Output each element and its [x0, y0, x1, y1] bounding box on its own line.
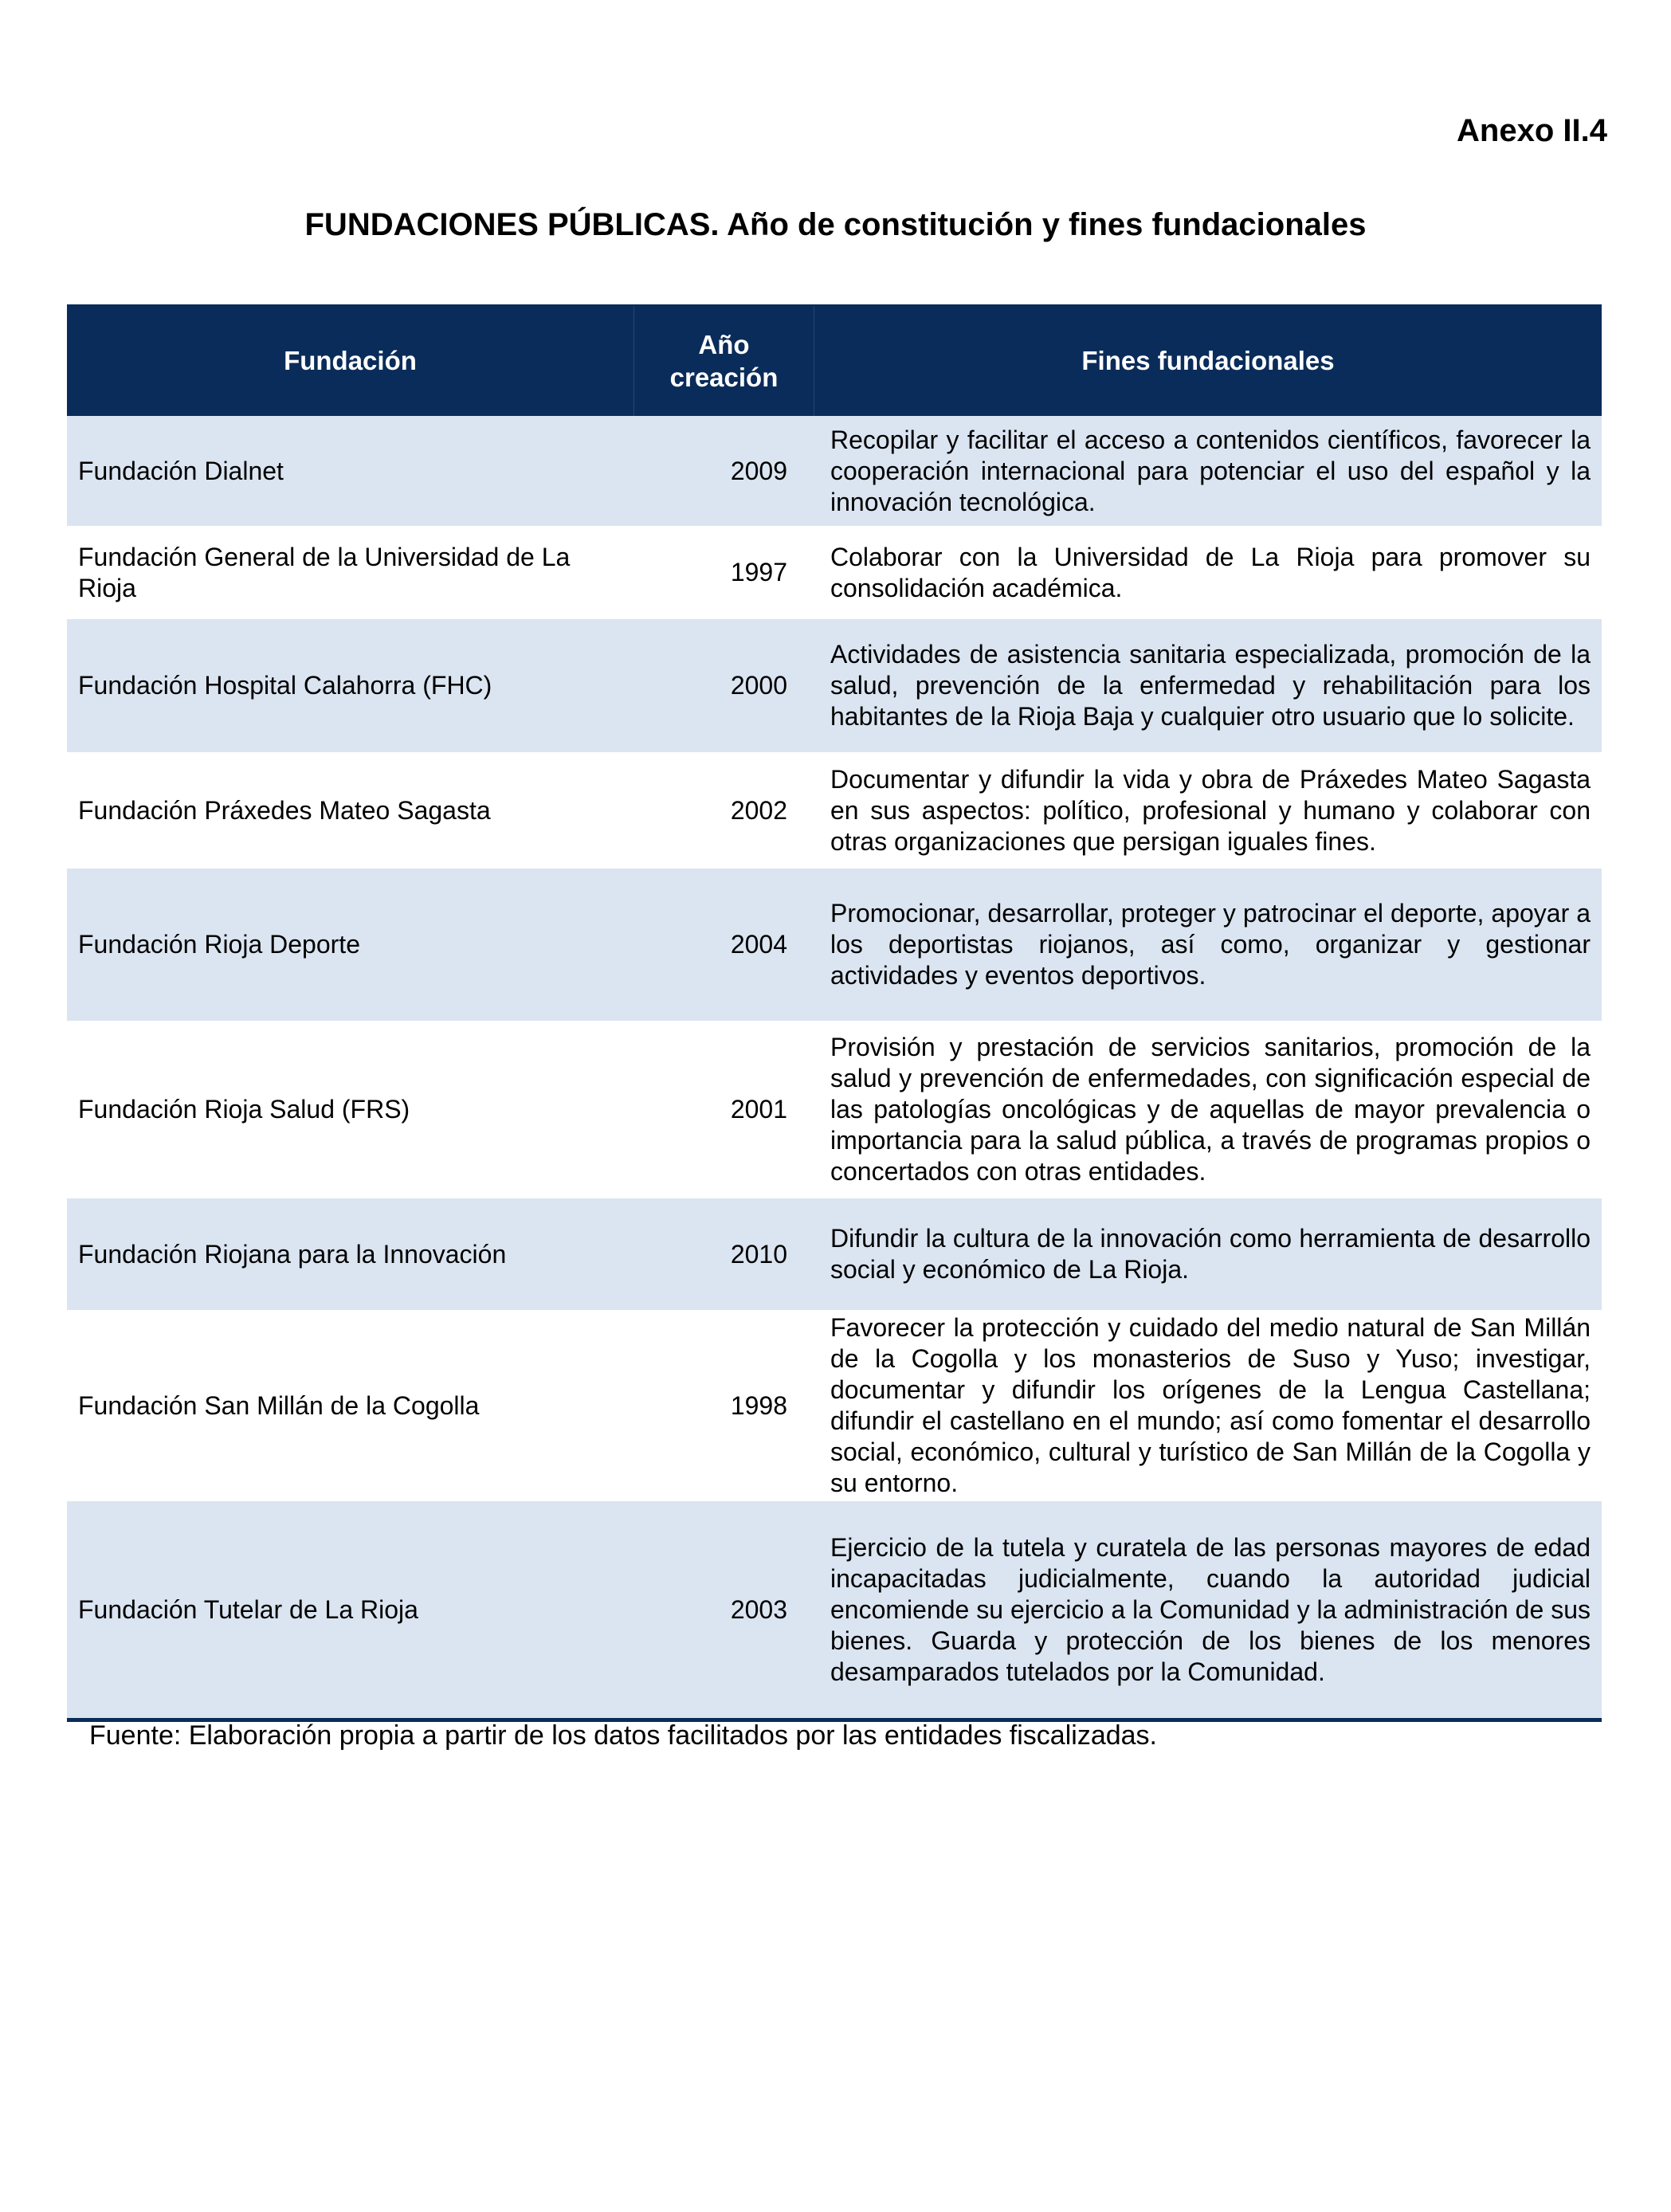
foundation-name: Fundación Rioja Deporte: [78, 930, 360, 959]
foundation-purpose: Promocionar, desarrollar, proteger y patrocinar el deporte, apoyar a los deportistas riojanos, así como, organizar y gestionar actividades y eventos deportivos.: [830, 899, 1591, 990]
foundation-purpose: Documentar y difundir la vida y obra de Práxedes Mateo Sagasta en sus aspectos: político, profesional y humano y colaborar con otras organizaciones que persigan iguales fines.: [830, 764, 1591, 856]
foundation-name: Fundación Tutelar de La Rioja: [78, 1594, 418, 1624]
column-header-purpose: Fines fundacionales: [1081, 346, 1335, 376]
foundation-purpose: Recopilar y facilitar el acceso a contenidos científicos, favorecer la cooperación internacional para potenciar el uso del español y la innovación tecnológica.: [830, 425, 1591, 516]
foundation-name: Fundación Hospital Calahorra (FHC): [78, 671, 492, 700]
source-note: Fuente: Elaboración propia a partir de los datos facilitados por las entidades fiscalizadas.: [89, 1720, 1157, 1751]
table-row: [67, 1501, 1602, 1718]
foundation-year: 2000: [730, 671, 787, 700]
foundation-purpose: Difundir la cultura de la innovación como herramienta de desarrollo social y económico de La Rioja.: [830, 1224, 1591, 1284]
table-row: [67, 1310, 1602, 1501]
table-row: [67, 1021, 1602, 1198]
foundation-year: 2003: [730, 1594, 787, 1624]
table-row: [67, 752, 1602, 869]
table-row: [67, 526, 1602, 619]
column-header-year-line2: creación: [669, 363, 779, 392]
foundation-name: Fundación Rioja Salud (FRS): [78, 1095, 410, 1124]
foundation-name: Fundación Práxedes Mateo Sagasta: [78, 795, 491, 825]
foundation-year: 2010: [730, 1239, 787, 1269]
foundations-table: [67, 304, 1602, 1722]
foundation-purpose: Colaborar con la Universidad de La Rioja para promover su consolidación académica.: [830, 542, 1591, 602]
foundation-year: 2004: [730, 930, 787, 959]
foundation-purpose: Ejercicio de la tutela y curatela de las personas mayores de edad incapacitadas judicialmente, cuando la autoridad judicial encomiende su ejercicio a la Comunidad y la administración de sus bienes. Guarda y protección de los bienes de los menores desamparados tutelados por la Comunidad.: [830, 1532, 1591, 1686]
foundation-year: 1998: [730, 1390, 787, 1420]
table-row: [67, 619, 1602, 752]
foundation-name: Fundación San Millán de la Cogolla: [78, 1390, 480, 1420]
column-header-year: [634, 306, 814, 416]
foundation-year: 2002: [730, 795, 787, 825]
foundation-year: 2001: [730, 1095, 787, 1124]
foundation-name: Fundación General de la Universidad de La Rioja: [78, 542, 571, 602]
foundation-purpose: Favorecer la protección y cuidado del medio natural de San Millán de la Cogolla y los monasterios de Suso y Yuso; investigar, documentar y difundir los orígenes de la Lengua Castellana; difundir el castellano en el mundo; así como fomentar el desarrollo social, económico, cultural y turístico de San Millán de la Cogolla y su entorno.: [830, 1313, 1591, 1497]
foundation-year: 1997: [730, 558, 787, 586]
column-header-year-line1: Año: [698, 329, 750, 359]
foundation-purpose: Actividades de asistencia sanitaria especializada, promoción de la salud, prevención de la enfermedad y rehabilitación para los habitantes de la Rioja Baja y cualquier otro usuario que lo solicite.: [830, 640, 1591, 731]
column-header-foundation: Fundación: [67, 306, 634, 416]
foundation-purpose: Provisión y prestación de servicios sanitarios, promoción de la salud y prevención de enfermedades, con significación especial de las patologías oncológicas y de aquellas de mayor prevalencia o importancia para la salud pública, a través de programas propios o concertados con otras entidades.: [830, 1033, 1591, 1186]
foundation-name: Fundación Dialnet: [78, 456, 284, 485]
foundation-name: Fundación Riojana para la Innovación: [78, 1239, 507, 1269]
foundation-year: 2009: [730, 456, 787, 485]
page-title: FUNDACIONES PÚBLICAS. Año de constitución y fines fundacionales: [304, 207, 1367, 242]
annex-label: Anexo II.4: [1457, 113, 1607, 148]
table-row: [67, 869, 1602, 1021]
table-row: [67, 416, 1602, 526]
table-row: [67, 1198, 1602, 1310]
table-header: [67, 304, 1602, 416]
